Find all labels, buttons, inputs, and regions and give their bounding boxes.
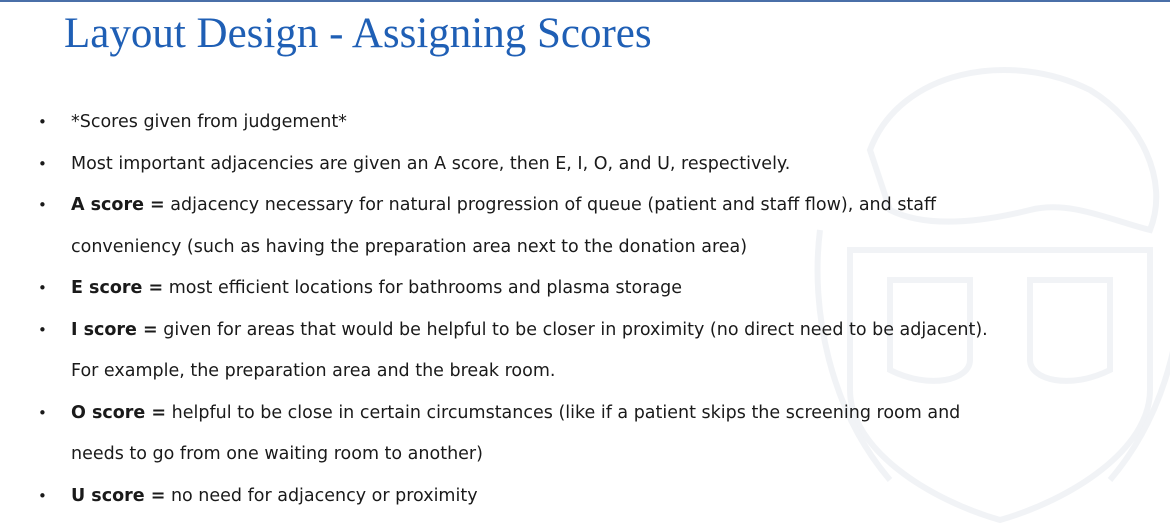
bullet-text: Most important adjacencies are given an A score, then E, I, O, and U, respectively. xyxy=(71,153,791,174)
top-rule xyxy=(0,0,1170,2)
bullet-dot-icon: • xyxy=(38,113,47,131)
bullet-item xyxy=(0,102,1170,144)
bullet-dot-icon: • xyxy=(38,154,47,173)
bullet-text: helpful to be close in certain circumstances (like if a patient skips the screening room and xyxy=(166,402,961,423)
score-label: A score = xyxy=(71,195,165,215)
bullet-continuation: needs to go from one waiting room to another) xyxy=(71,444,483,464)
bullet-dot-icon: • xyxy=(38,279,47,297)
bullet-dot-icon: • xyxy=(38,196,47,214)
slide-title: Layout Design - Assigning Scores xyxy=(64,10,652,57)
bullet-item-e-score xyxy=(0,268,1170,310)
bullet-item-a-score xyxy=(0,185,1170,268)
bullet-item xyxy=(0,144,1170,186)
score-label: O score = xyxy=(71,402,167,423)
bullet-dot-icon: • xyxy=(38,486,47,505)
bullet-text: given for areas that would be helpful to be closer in proximity (no direct need to be adjacent). xyxy=(157,319,988,340)
bullet-continuation: For example, the preparation area and the break room. xyxy=(71,361,556,381)
bullet-item-o-score xyxy=(0,393,1170,476)
bullet-list xyxy=(0,102,1170,517)
bullet-continuation: conveniency (such as having the preparation area next to the donation area) xyxy=(71,236,748,257)
bullet-text: no need for adjacency or proximity xyxy=(165,485,478,506)
bullet-item-u-score xyxy=(0,476,1170,518)
bullet-dot-icon: • xyxy=(38,403,47,422)
score-label: E score = xyxy=(71,278,164,298)
bullet-item-i-score xyxy=(0,310,1170,393)
score-label: U score = xyxy=(71,485,166,506)
bullet-text: *Scores given from judgement* xyxy=(71,112,347,132)
score-label: I score = xyxy=(71,319,158,340)
bullet-dot-icon: • xyxy=(38,320,47,339)
bullet-text: most efficient locations for bathrooms and plasma storage xyxy=(163,278,683,298)
bullet-text: adjacency necessary for natural progression of queue (patient and staff flow), and staff xyxy=(164,195,937,215)
